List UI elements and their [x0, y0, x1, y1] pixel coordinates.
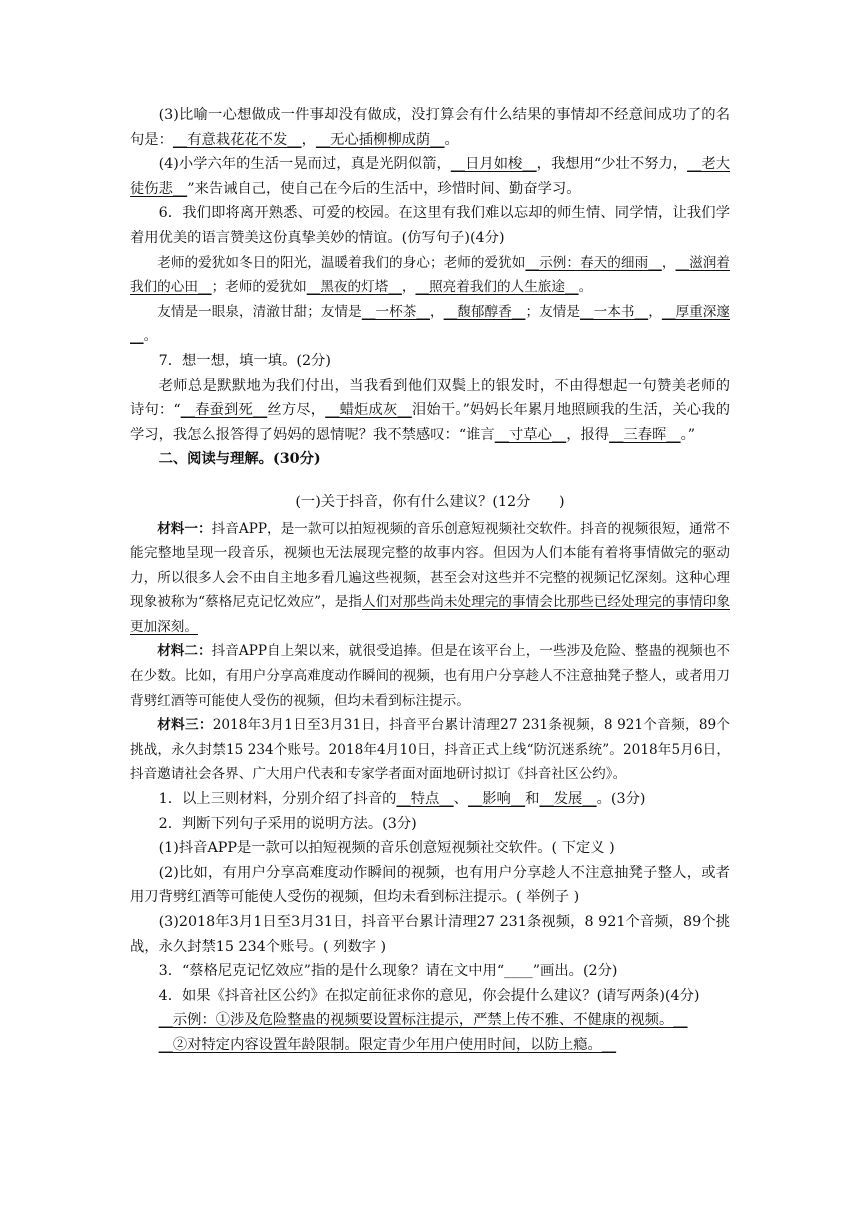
answer: __一本书__ [580, 303, 649, 320]
reading-question-1: 1．以上三则材料，分别介绍了抖音的__特点__、__影响__和__发展__。(3分) [158, 791, 646, 808]
material-3: 材料三：2018年3月1日至3月31日，抖音平台累计清理27 231条视频，8 921个音频，89个挑战，永久封禁15 234个账号。2018年4月10日，抖音正式上线“防沉迷系统”。2018年5月6日，抖音邀请社会各界、广大用户代表和专家学者面对面地研讨拟订《抖音社区公约》。 [130, 717, 731, 783]
answer: __春蚕到死__ [180, 402, 268, 419]
answer: __一杯茶__ [361, 303, 430, 320]
answer: __黑夜的灯塔__ [306, 279, 402, 296]
question-6-teacher: 老师的爱犹如冬日的阳光，温暖着我们的身心；老师的爱犹如__示例：春天的细雨__，__滋润着我们的心田__；老师的爱犹如__黑夜的灯塔__，__照亮着我们的人生旅途__。 [130, 254, 731, 296]
answer: __②对特定内容设置年龄限制。限定青少年用户使用时间，以防上瘾。__ [158, 1036, 617, 1053]
answer: __三春晖__ [609, 426, 681, 443]
underlined-answer: 人们对那些尚未处理完的事情会比那些已经处理完的事情印象更加深刻。 [130, 594, 730, 635]
answer: __示例：春天的细雨__ [525, 254, 662, 271]
answer: __示例：①涉及危险整蛊的视频要设置标注提示，严禁上传不雅、不健康的视频。__ [158, 1012, 688, 1029]
answer: __老大徒伤悲__ [130, 156, 731, 197]
answer: __日月如梭__ [450, 156, 537, 173]
reading-question-4-answer-2 [130, 1033, 730, 1058]
answer: __无心插柳柳成荫__ [315, 131, 445, 148]
answer: __馥郁醇香__ [443, 303, 526, 320]
answer: __有意栽花花不发__ [172, 131, 302, 148]
answer: __寸草心__ [494, 426, 567, 443]
reading-question-2-1: (1)抖音APP是一款可以拍短视频的音乐创意短视频社交软件。( 下定义 ) [158, 840, 615, 857]
reading-question-2-3: (3)2018年3月1日至3月31日，抖音平台累计清理27 231条视频，8 921个音频，89个挑战，永久封禁15 234个账号。( 列数字 ) [130, 914, 730, 955]
answer: __发展__ [539, 791, 597, 808]
question-7-body: 老师总是默默地为我们付出，当我看到他们双鬓上的银发时，不由得想起一句赞美老师的诗句：“__春蚕到死__丝方尽，__蜡炬成灰__泪始干。”妈妈长年累月地照顾我的生活，关心我的学习，我怎么报答得了妈妈的恩情呢？我不禁感叹：“谁言__寸草心__，报得__三春晖__。” [130, 377, 731, 443]
reading-question-2-2: (2)比如，有用户分享高难度动作瞬间的视频，也有用户分享趁人不注意抽凳子整人，或者用刀背劈红酒等可能使人受伤的视频，但均未看到标注提示。( 举例子 ) [130, 864, 730, 906]
question-4: (4)小学六年的生活一晃而过，真是光阴似箭，__日月如梭__，我想用“少壮不努力，__老大徒伤悲__”来告诫自己，使自己在今后的生活中，珍惜时间、勤奋学习。 [130, 156, 731, 197]
answer: __厚重深邃__ [130, 303, 730, 345]
question-7: 7．想一想，填一填。(2分) [158, 352, 331, 369]
document-page [130, 103, 730, 1058]
question-6: 6．我们即将离开熟悉、可爱的校园。在这里有我们难以忘却的师生情、同学情，让我们学着用优美的语言赞美这份真挚美妙的情谊。(仿写句子)(4分) [130, 205, 730, 246]
material-1: 材料一：抖音APP，是一款可以拍短视频的音乐创意短视频社交软件。抖音的视频很短，通常不能完整地呈现一段音乐，视频也无法展现完整的故事内容。但因为人们本能有着将事情做完的驱动力，所以很多人会不由自主地多看几遍这些视频，甚至会对这些并不完整的视频记忆深刻。这种心理现象被称为“蔡格尼克记忆效应”，是指人们对那些尚未处理完的事情会比那些已经处理完的事情印象更加深刻。 [130, 520, 731, 635]
answer: __蜡炬成灰__ [325, 402, 412, 419]
question-3: (3)比喻一心想做成一件事却没有做成，没打算会有什么结果的事情却不经意间成功了的名句是：__有意栽花花不发__，__无心插柳柳成荫__。 [130, 107, 730, 148]
material-2: 材料二：抖音APP自上架以来，就很受追捧。但是在该平台上，一些涉及危险、整蛊的视频也不在少数。比如，有用户分享高难度动作瞬间的视频，也有用户分享趁人不注意抽凳子整人，或者用刀背劈红酒等可能使人受伤的视频，但均未看到标注提示。 [130, 643, 731, 709]
answer: __照亮着我们的人生旅途__ [415, 279, 579, 296]
reading-question-3: 3．“蔡格尼克记忆效应”指的是什么现象？请在文中用“____”画出。(2分) [158, 963, 618, 980]
answer: __特点__ [396, 791, 454, 808]
reading-question-4: 4．如果《抖音社区公约》在拟定前征求你的意见，你会提什么建议？(请写两条)(4分) [158, 987, 700, 1004]
answer: __滋润着我们的心田__ [130, 254, 731, 296]
answer: __影响__ [467, 791, 526, 808]
reading-question-4-answer-1 [130, 1008, 730, 1033]
reading-title: (一)关于抖音，你有什么建议？(12分 ) [295, 493, 565, 510]
question-6-friendship: 友情是一眼泉，清澈甘甜；友情是__一杯茶__，__馥郁醇香__；友情是__一本书__，__厚重深邃__。 [130, 303, 730, 345]
reading-question-2: 2．判断下列句子采用的说明方法。(3分) [158, 815, 417, 832]
section-heading: 二、阅读与理解。(30分) [158, 451, 321, 468]
